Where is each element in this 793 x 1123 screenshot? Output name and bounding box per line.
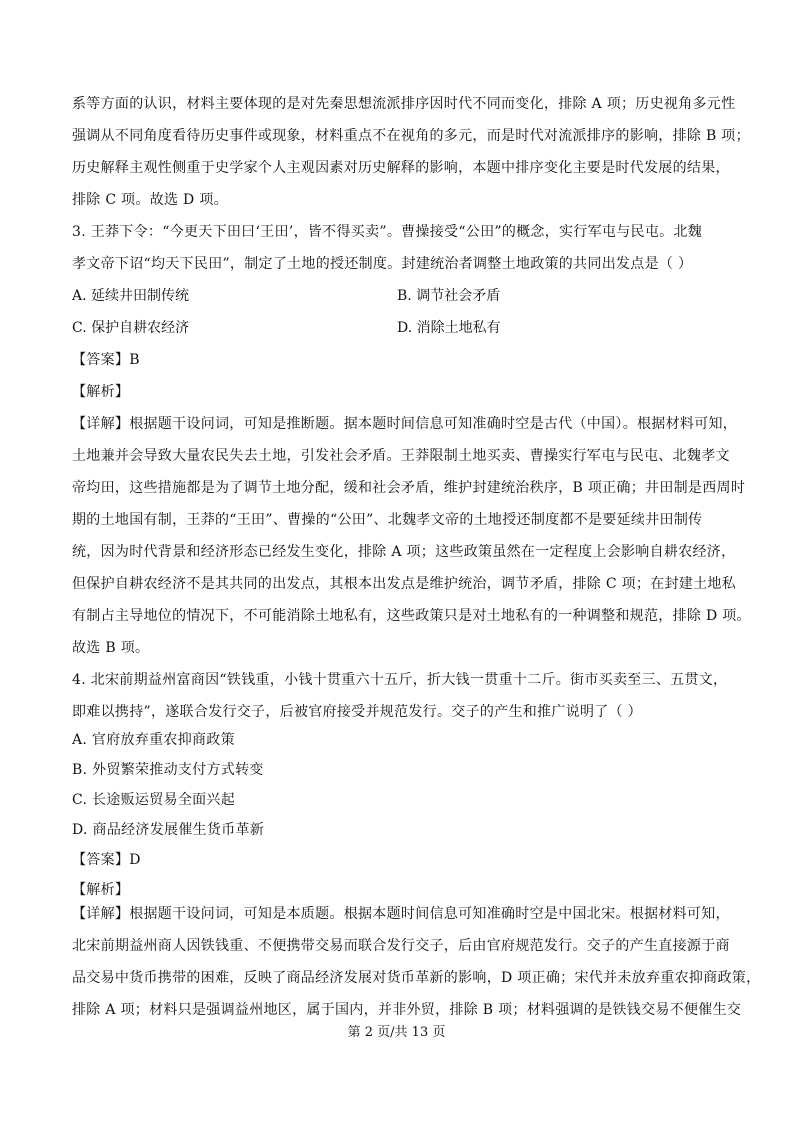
option-a: A. 延续井田制传统 — [72, 288, 190, 304]
detail-line: 期的土地国有制，王莽的“王田”、曹操的“公田”、北魏孝文帝的土地授还制度都不是要延续井田制传 — [72, 512, 703, 528]
detail-line: 【详解】根据题干设问词，可知是推断题。据本题时间信息可知准确时空是古代（中国）。根据材料可知， — [72, 416, 738, 432]
option-b: B. 外贸繁荣推动支付方式转变 — [72, 762, 264, 778]
detail-line: 帝均田，这些措施都是为了调节土地分配，缓和社会矛盾，维护封建统治秩序，B 项正确；井田制是西周时 — [72, 480, 746, 496]
option-c: C. 长途贩运贸易全面兴起 — [72, 792, 236, 808]
detail-line: 但保护自耕农经济不是其共同的出发点，其根本出发点是维护统治，调节矛盾，排除 C 项；在封建土地私 — [72, 576, 737, 592]
answer-label: 【答案】B — [72, 352, 140, 368]
detail-line: 北宋前期益州商人因铁钱重、不便携带交易而联合发行交子，后由官府规范发行。交子的产生直接源于商 — [72, 938, 730, 954]
question-3-stem: 孝文帝下诏“均天下民田”，制定了土地的授还制度。封建统治者调整土地政策的共同出发点是（ ） — [72, 256, 693, 272]
question-4-stem: 即难以携持”，遂联合发行交子，后被官府接受并规范发行。交子的产生和推广说明了（ ） — [72, 704, 642, 720]
option-d: D. 商品经济发展催生货币革新 — [72, 822, 265, 838]
question-3-stem: 3. 王莽下令：“今更天下田曰‘王田’，皆不得买卖”。曹操接受“公田”的概念，实行军屯与民屯。北魏 — [72, 224, 703, 240]
analysis-label: 【解析】 — [72, 882, 130, 898]
page-footer: 第 2 页/共 13 页 — [347, 1025, 446, 1040]
text-line: 历史解释主观性侧重于史学家个人主观因素对历史解释的影响，本题中排序变化主要是时代发展的结果， — [72, 160, 730, 176]
option-a: A. 官府放弃重农抑商政策 — [72, 732, 235, 748]
detail-line: 品交易中货币携带的困难，反映了商品经济发展对货币革新的影响，D 项正确；宋代并未放弃重农抑商政策， — [72, 970, 761, 986]
detail-line: 【详解】根据题干设问词，可知是本质题。根据本题时间信息可知准确时空是中国北宋。根据材料可知， — [72, 906, 730, 922]
analysis-label: 【解析】 — [72, 384, 130, 400]
detail-line: 土地兼并会导致大量农民失去土地，引发社会矛盾。王莽限制土地买卖、曹操实行军屯与民屯、北魏孝文 — [72, 448, 730, 464]
option-b: B. 调节社会矛盾 — [397, 288, 501, 304]
detail-line: 排除 A 项；材料只是强调益州地区，属于国内，并非外贸，排除 B 项；材料强调的是铁钱交易不便催生交 — [72, 1002, 742, 1018]
text-line: 强调从不同角度看待历史事件或现象，材料重点不在视角的多元，而是时代对流派排序的影响，排除 B 项； — [72, 128, 750, 144]
text-line: 排除 C 项。故选 D 项。 — [72, 192, 228, 208]
text-line: 系等方面的认识，材料主要体现的是对先秦思想流派排序因时代不同而变化，排除 A 项；历史视角多元性 — [72, 96, 736, 112]
detail-line: 有制占主导地位的情况下，不可能消除土地私有，这些政策只是对土地私有的一种调整和规范，排除 D 项。 — [72, 608, 751, 624]
detail-line: 统，因为时代背景和经济形态已经发生变化，排除 A 项；这些政策虽然在一定程度上会影响自耕农经济， — [72, 544, 736, 560]
detail-line: 故选 B 项。 — [72, 640, 150, 656]
question-4-stem: 4. 北宋前期益州富商因“铁钱重，小钱十贯重六十五斤，折大钱一贯重十二斤。街市买卖至三、五贯文， — [72, 672, 728, 688]
answer-label: 【答案】D — [72, 852, 141, 868]
option-d: D. 消除土地私有 — [397, 320, 501, 336]
option-c: C. 保护自耕农经济 — [72, 320, 190, 336]
